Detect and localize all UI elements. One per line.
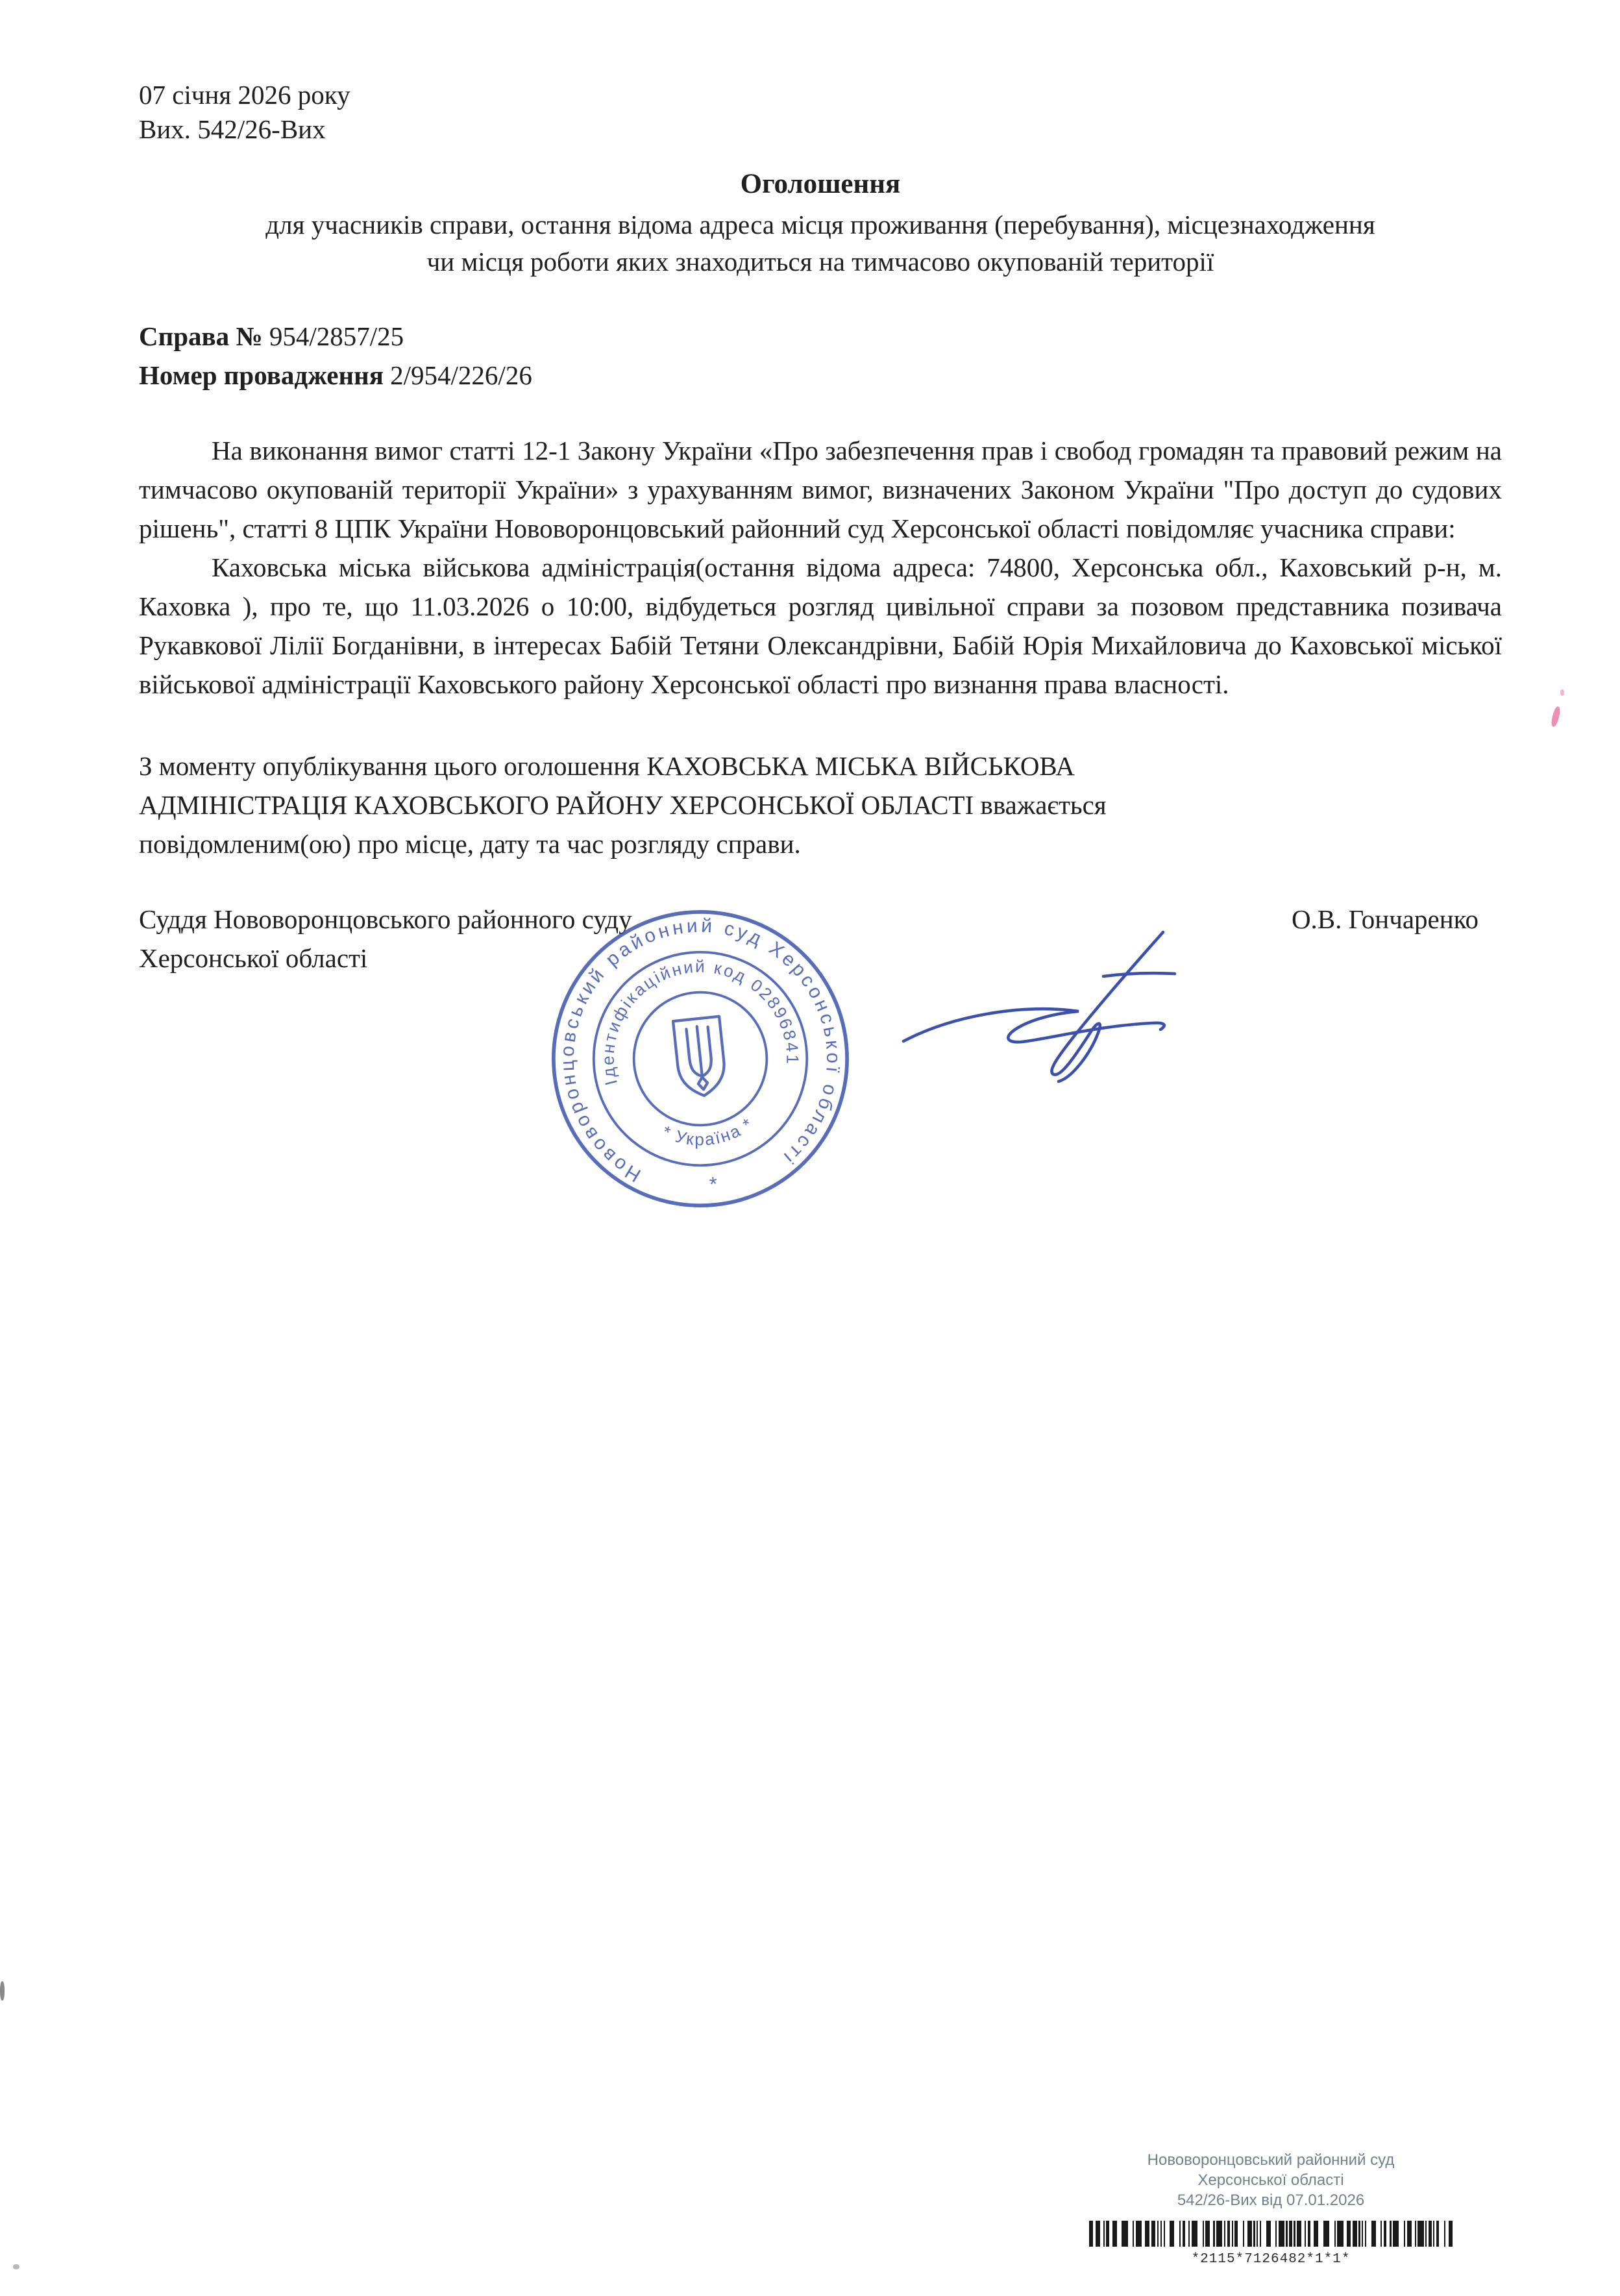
footer-ref-line: 542/26-Вих від 07.01.2026: [1177, 2191, 1365, 2209]
case-info-block: [139, 317, 1502, 395]
registration-footer: [998, 2150, 1543, 2269]
paragraph-notification-effect: [139, 747, 1502, 863]
proceeding-number-label: Номер провадження: [139, 360, 384, 390]
paragraph-line: З моменту опублікування цього оголошення КАХОВСЬКА МІСЬКА ВІЙСЬКОВА: [139, 751, 1075, 781]
judge-name: О.В. Гончаренко: [1291, 904, 1479, 934]
barcode-value: *2115*7126482*1*1*: [1191, 2252, 1351, 2267]
stamp-star-separator: *: [708, 1172, 719, 1196]
document-header: [139, 78, 1502, 147]
notice-text: [139, 431, 1502, 704]
scan-artifact: [1550, 706, 1561, 727]
paragraph-hearing-notice: Каховська міська військова адміністрація(остання відома адреса: 74800, Херсонська обл., Каховський р-н, м. Каховка ), про те, що 11.03.2026 о 10:00, відбудеться розгляд цивільної справи за позовом представника позивача Рукавкової Лілії Богданівни, в інтересах Бабій Тетяни Олександрівни, Бабій Юрія Михайловича до Каховської міської військової адміністрації Каховського району Херсонської області про визнання права власності.: [139, 552, 1502, 699]
document-subtitle: [139, 206, 1502, 280]
scan-artifact: [0, 1981, 5, 2001]
trident-emblem-icon: [673, 1017, 727, 1098]
case-number-label: Справа №: [139, 321, 263, 351]
svg-text:* Україна *: [657, 1113, 759, 1154]
paragraph-line: АДМІНІСТРАЦІЯ КАХОВСЬКОГО РАЙОНУ ХЕРСОНСЬКОЇ ОБЛАСТІ вважається: [139, 790, 1107, 820]
scan-artifact: [13, 2264, 19, 2269]
footer-court-name: Нововоронцовський районний суд: [1147, 2151, 1395, 2169]
page-title: Оголошення: [740, 169, 901, 199]
stamp-outer-ring-text: Нововоронцовський районний суд Херсонської області: [556, 915, 844, 1187]
signature-block: [139, 900, 1502, 978]
proceeding-number-line: [139, 356, 1502, 395]
barcode: [998, 2221, 1543, 2247]
subtitle-line: для учасників справи, остання відома адреса місця проживання (перебування), місцезнаходження: [265, 210, 1375, 240]
case-number-value: 954/2857/25: [269, 321, 404, 351]
date-line: 07 січня 2026 року: [139, 80, 350, 110]
case-number-line: [139, 317, 1502, 356]
judge-title-line: Суддя Нововоронцовського районного суду: [139, 904, 632, 934]
judge-title-line: Херсонської області: [139, 943, 368, 973]
stamp-inner-circle: [628, 986, 774, 1132]
proceeding-number-value: 2/954/226/26: [390, 360, 532, 390]
outgoing-ref-line: Вих. 542/26-Вих: [139, 114, 326, 144]
scan-artifact: [1560, 689, 1564, 696]
document-body: [139, 78, 1502, 978]
footer-court-region: Херсонської області: [1197, 2171, 1344, 2189]
stamp-inner-ring-text: Ідентифікаційний код 02896841: [598, 956, 803, 1088]
paragraph-legal-basis: На виконання вимог статті 12-1 Закону України «Про забезпечення прав і свобод громадян та правовий режим на тимчасово окупованій території України» з урахуванням вимог, визначених Законом України "Про доступ до судових рішень", статті 8 ЦПК України Нововоронцовський районний суд Херсонської області повідомляє учасника справи:: [139, 436, 1502, 543]
paragraph-line: повідомленим(ою) про місце, дату та час розгляду справи.: [139, 829, 801, 859]
subtitle-line: чи місця роботи яких знаходиться на тимчасово окупованій території: [426, 247, 1214, 277]
stamp-country-text: * Україна *: [659, 1113, 757, 1150]
judge-title: [139, 900, 632, 978]
